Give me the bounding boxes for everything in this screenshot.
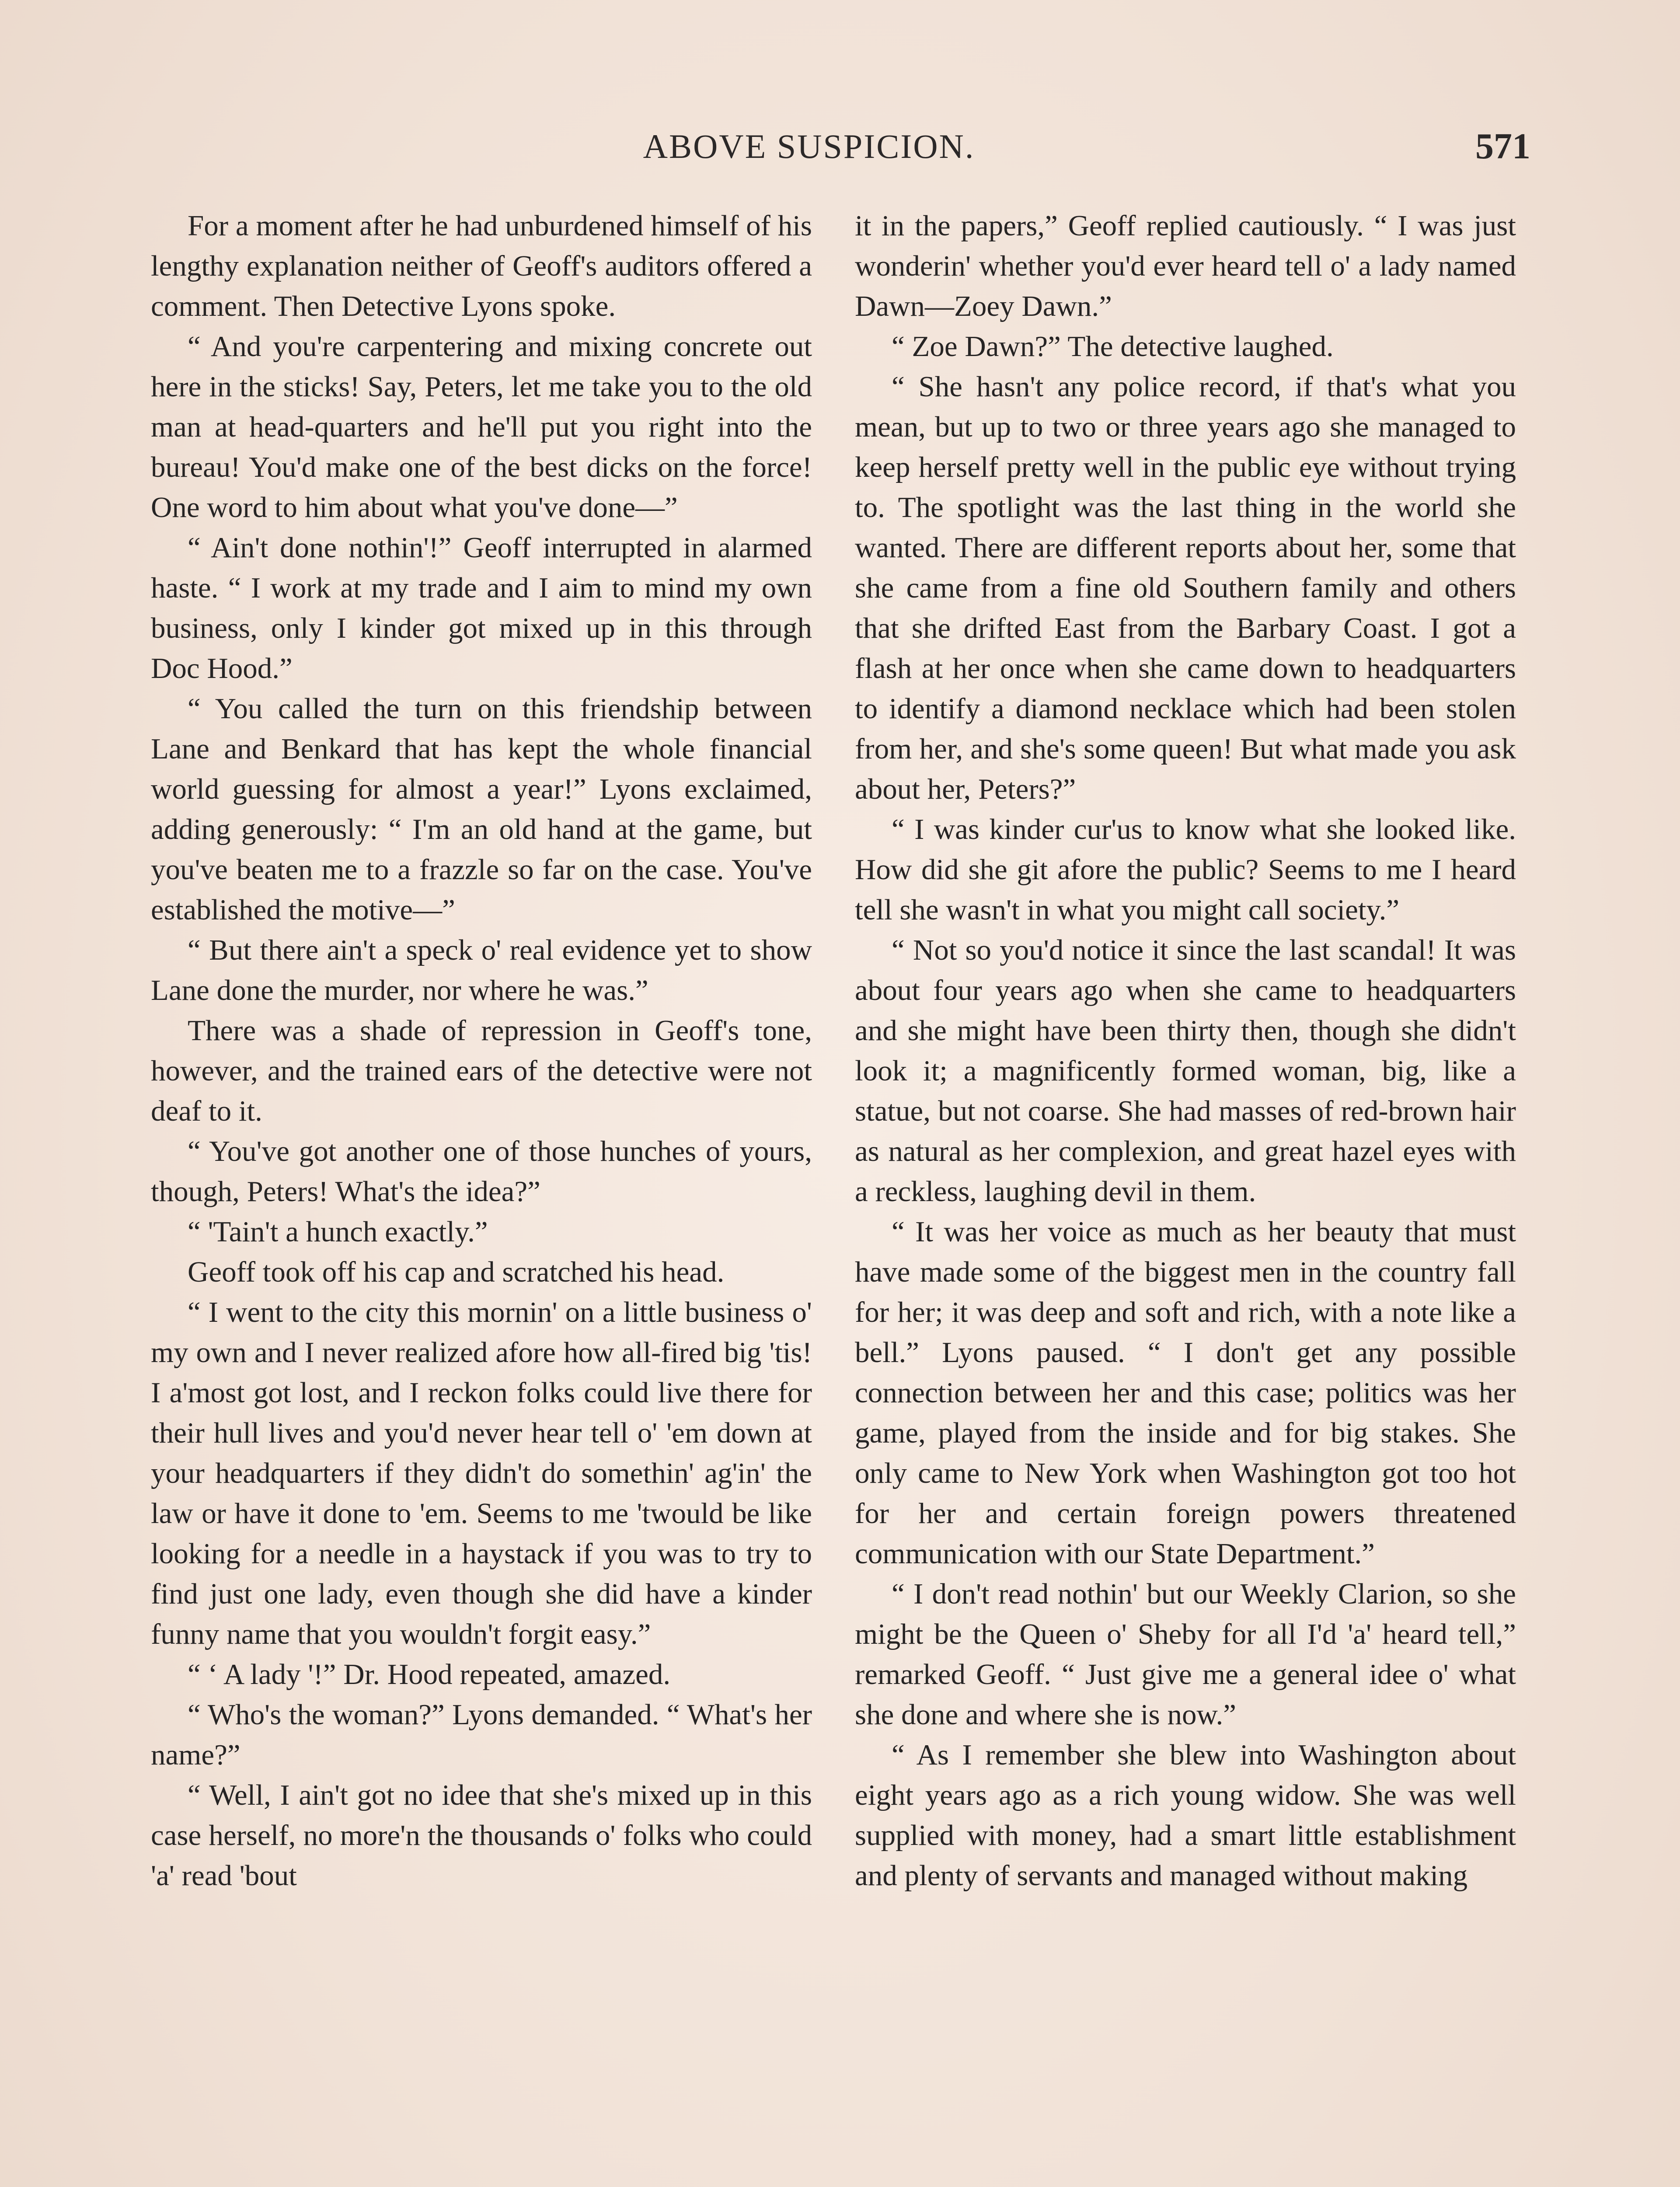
right-column xyxy=(855,206,1516,2187)
paragraph: “ Who's the woman?” Lyons demanded. “ What's her name?” xyxy=(151,1698,812,1771)
left-column xyxy=(151,206,812,2187)
running-title: ABOVE SUSPICION. xyxy=(643,127,975,165)
paragraph: it in the papers,” Geoff replied cautiously. “ I was just wonderin' whether you'd ever heard tell o' a lady named Dawn—Zoey Dawn.” xyxy=(855,210,1516,322)
paragraph: “ I went to the city this mornin' on a little business o' my own and I never realized afore how all-fired big 'tis! I a'most got lost, and I reckon folks could live there for their hull lives and you'd never hear tell o' 'em down at your headquarters if they didn't do somethin' ag'in' the law or have it done to 'em. Seems to me 'twould be like looking for a needle in a haystack if you was to try to find just one lady, even though she did have a kinder funny name that you wouldn't forgit easy.” xyxy=(151,1296,812,1650)
paragraph: “ I was kinder cur'us to know what she looked like. How did she git afore the public? Seems to me I heard tell she wasn't in what you might call society.” xyxy=(855,813,1516,926)
paragraph: “ ‘ A lady '!” Dr. Hood repeated, amazed. xyxy=(188,1658,671,1691)
paragraph: “ But there ain't a speck o' real evidence yet to show Lane done the murder, nor where he was.” xyxy=(151,934,812,1006)
paragraph: “ It was her voice as much as her beauty that must have made some of the biggest men in the country fall for her; it was deep and soft and rich, with a note like a bell.” Lyons paused. “ I don't get any possible connection between her and this case; politics was her game, played from the inside and for big stakes. She only came to New York when Washington got too hot for her and certain foreign powers threatened communication with our State Department.” xyxy=(855,1216,1516,1570)
paragraph: “ I don't read nothin' but our Weekly Clarion, so she might be the Queen o' Sheby for all I'd 'a' heard tell,” remarked Geoff. “ Just give me a general idee o' what she done and where she is now.” xyxy=(855,1578,1516,1731)
paragraph: “ As I remember she blew into Washington about eight years ago as a rich young widow. She was well supplied with money, had a smart little establishment and plenty of servants and managed without making xyxy=(855,1739,1516,1892)
paragraph: “ Zoe Dawn?” The detective laughed. xyxy=(892,330,1334,363)
page-number: 571 xyxy=(1475,126,1530,167)
paragraph: There was a shade of repression in Geoff's tone, however, and the trained ears of the detective were not deaf to it. xyxy=(151,1014,812,1127)
paragraph: For a moment after he had unburdened himself of his lengthy explanation neither of Geoff's auditors offered a comment. Then Detective Lyons spoke. xyxy=(151,210,812,322)
paragraph: “ Ain't done nothin'!” Geoff interrupted in alarmed haste. “ I work at my trade and I aim to mind my own business, only I kinder got mixed up in this through Doc Hood.” xyxy=(151,531,812,685)
paragraph: Geoff took off his cap and scratched his head. xyxy=(188,1256,725,1288)
paragraph: “ Well, I ain't got no idee that she's mixed up in this case herself, no more'n the thousands o' folks who could 'a' read 'bout xyxy=(151,1779,812,1892)
paragraph: “ You've got another one of those hunches of yours, though, Peters! What's the idea?” xyxy=(151,1135,812,1208)
paragraph: “ 'Tain't a hunch exactly.” xyxy=(188,1216,488,1248)
paragraph: “ You called the turn on this friendship between Lane and Benkard that has kept the whole financial world guessing for almost a year!” Lyons exclaimed, adding generously: “ I'm an old hand at the game, but you've beaten me to a frazzle so far on the case. You've established the motive—” xyxy=(151,692,812,926)
paragraph: “ She hasn't any police record, if that's what you mean, but up to two or three years ago she managed to keep herself pretty well in the public eye without trying to. The spotlight was the last thing in the world she wanted. There are different reports about her, some that she came from a fine old Southern family and others that she drifted East from the Barbary Coast. I got a flash at her once when she came down to headquarters to identify a diamond necklace which had been stolen from her, and she's some queen! But what made you ask about her, Peters?” xyxy=(855,370,1516,805)
paragraph: “ And you're carpentering and mixing concrete out here in the sticks! Say, Peters, let me take you to the old man at head-quarters and he'll put you right into the bureau! You'd make one of the best dicks on the force! One word to him about what you've done—” xyxy=(151,330,812,524)
paragraph: “ Not so you'd notice it since the last scandal! It was about four years ago when she came to headquarters and she might have been thirty then, though she didn't look it; a magnificently formed woman, big, like a statue, but not coarse. She had masses of red-brown hair as natural as her complexion, and great hazel eyes with a reckless, laughing devil in them. xyxy=(855,934,1516,1208)
